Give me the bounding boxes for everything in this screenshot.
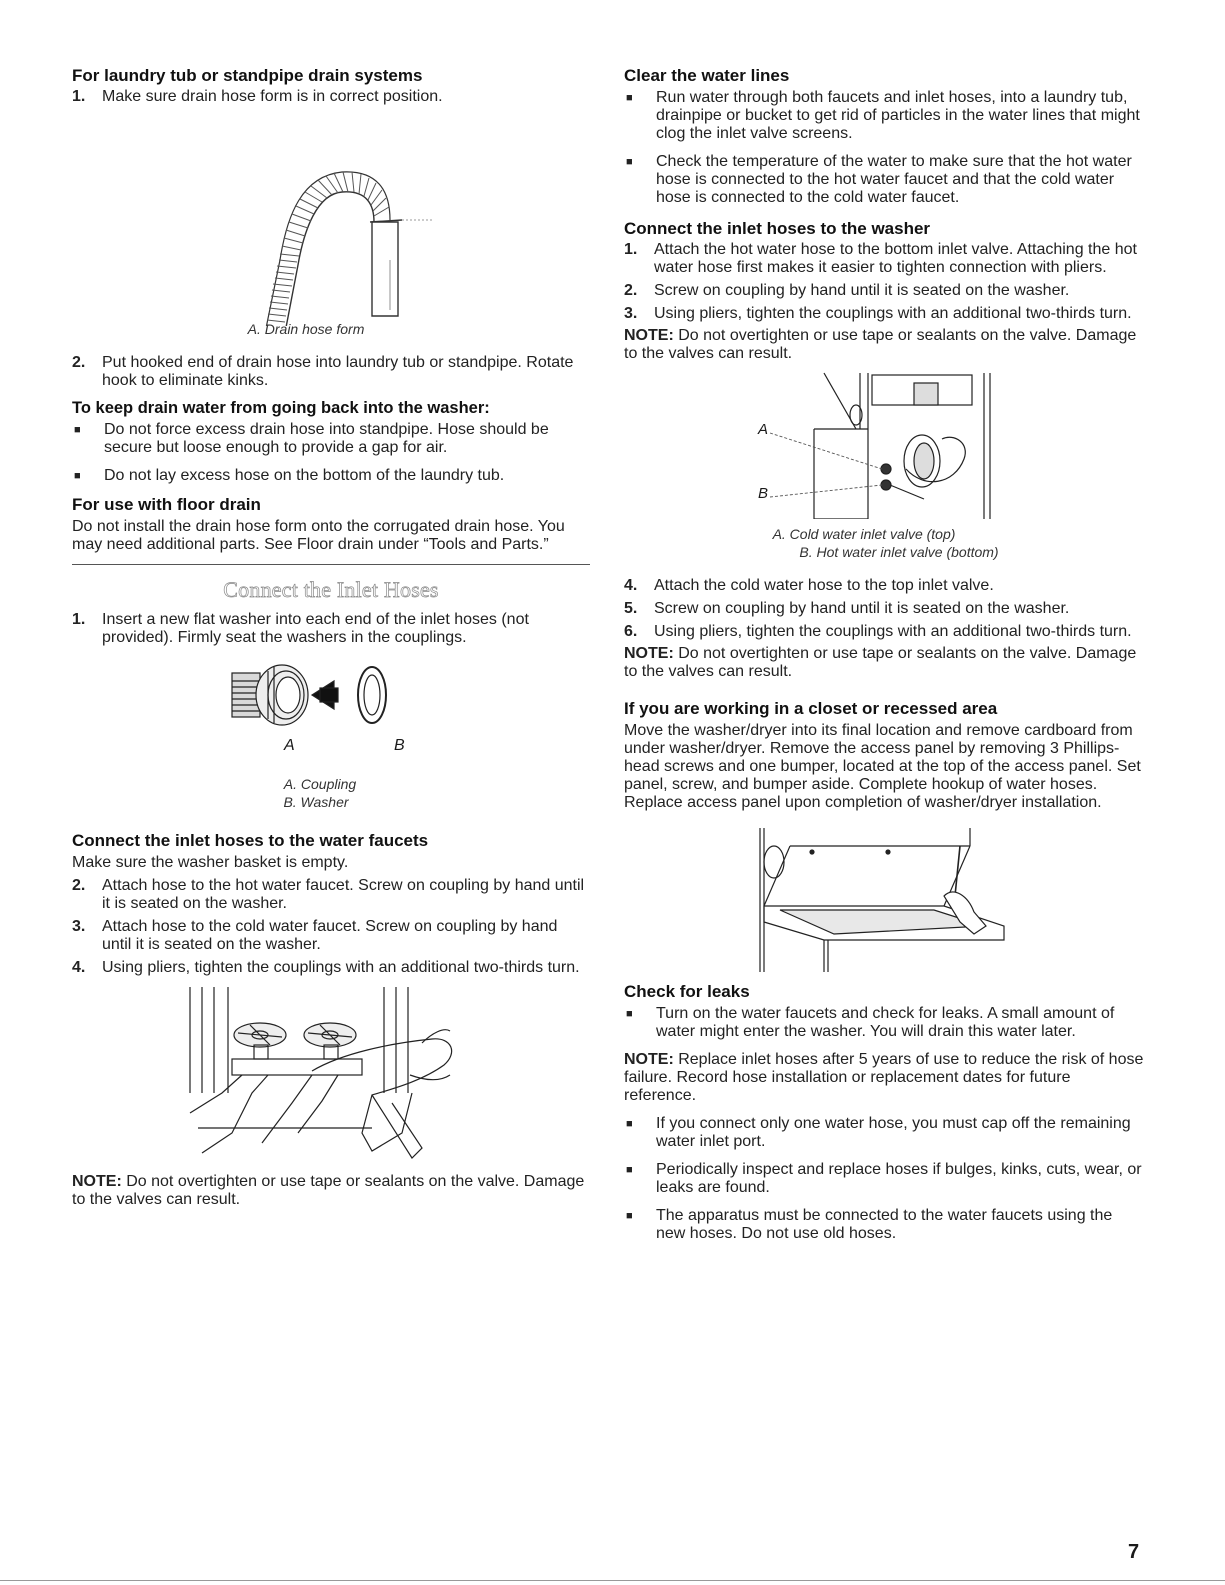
access-panel-illustration — [624, 826, 1144, 972]
bullet-icon: ■ — [626, 1118, 633, 1130]
inlet-valves-figure — [624, 369, 1144, 519]
label-a: A — [758, 421, 769, 438]
section-heading-check-leaks: Check for leaks — [624, 982, 750, 1001]
section-title-connect-inlet-hoses: Connect the Inlet Hoses — [223, 577, 439, 602]
bullet-icon: ■ — [74, 424, 81, 436]
section-heading-standpipe: For laundry tub or standpipe drain systems — [72, 66, 423, 85]
coupling-washer-illustration — [72, 657, 590, 737]
bullet-item: ■ Periodically inspect and replace hoses if bulges, kinks, cuts, wear, or leaks are found. — [626, 1161, 1142, 1196]
step-1: 1. Make sure drain hose form is in correct position. — [72, 88, 443, 105]
step-2: 2. Put hooked end of drain hose into laundry tub or standpipe. Rotate hook to eliminate kinks. — [72, 354, 574, 389]
label-b: B — [758, 485, 769, 502]
drain-hose-form-illustration — [72, 110, 590, 326]
bullet-icon: ■ — [626, 1164, 633, 1176]
section-heading-keep-drain-water: To keep drain water from going back into the washer: — [72, 399, 490, 417]
bullet-item: ■ Do not lay excess hose on the bottom of the laundry tub. — [74, 467, 505, 484]
inlet-valves-illustration — [624, 369, 1144, 519]
bullet-item: ■ If you connect only one water hose, you must cap off the remaining water inlet port. — [626, 1115, 1131, 1150]
figure-caption: B. Washer — [283, 794, 349, 810]
note-text: NOTE: Replace inlet hoses after 5 years of use to reduce the risk of hose failure. Record hose installation or replacement dates for future reference. — [624, 1051, 1144, 1104]
section-heading-closet: If you are working in a closet or recessed area — [624, 699, 998, 718]
step-2: 2. Screw on coupling by hand until it is seated on the washer. — [624, 282, 1070, 299]
floor-drain-text: Do not install the drain hose form onto the corrugated drain hose. You may need additional parts. See Floor drain under “Tools and Parts.” — [72, 518, 565, 553]
bullet-icon: ■ — [74, 470, 81, 482]
note-text: NOTE: Do not overtighten or use tape or sealants on the valve. Damage to the valves can result. — [624, 645, 1137, 680]
faucets-pliers-illustration — [72, 983, 590, 1169]
bullet-icon: ■ — [626, 156, 633, 168]
section-heading-clear-water-lines: Clear the water lines — [624, 66, 790, 85]
basket-empty-text: Make sure the washer basket is empty. — [72, 854, 349, 871]
left-column — [72, 66, 590, 1209]
section-heading-connect-to-faucets: Connect the inlet hoses to the water faucets — [72, 831, 429, 850]
bottom-border — [0, 1580, 1225, 1581]
figure-caption: A. Coupling — [283, 776, 357, 792]
section-heading-connect-to-washer: Connect the inlet hoses to the washer — [624, 219, 931, 238]
bullet-item: ■ Run water through both faucets and inlet hoses, into a laundry tub, drainpipe or bucket to get rid of particles in the water lines that might clog the inlet valve screens. — [626, 89, 1140, 142]
figure-caption: A. Drain hose form — [247, 321, 365, 337]
closet-text: Move the washer/dryer into its final location and remove cardboard from under washer/dryer. Remove the access panel by removing 3 Phillips-head screws and one bumper, located at the top of the access panel. Set panel, screw, and bumper aside. Complete hookup of water hoses. Replace access panel upon completion of washer/dryer installation. — [624, 722, 1141, 811]
step-6: 6. Using pliers, tighten the couplings with an additional two-thirds turn. — [624, 623, 1132, 640]
step-3: 3. Using pliers, tighten the couplings with an additional two-thirds turn. — [624, 305, 1132, 322]
step-4: 4. Attach the cold water hose to the top inlet valve. — [624, 577, 994, 594]
label-b: B — [394, 737, 405, 754]
bullet-icon: ■ — [626, 1008, 633, 1020]
bullet-item: ■ Do not force excess drain hose into standpipe. Hose should be secure but loose enough to provide a gap for air. — [74, 421, 549, 456]
bullet-item: ■ Turn on the water faucets and check for leaks. A small amount of water might enter the washer. You will drain this water later. — [626, 1005, 1115, 1040]
section-divider — [72, 564, 590, 565]
note-text: NOTE: Do not overtighten or use tape or sealants on the valve. Damage to the valves can result. — [624, 327, 1137, 362]
step-5: 5. Screw on coupling by hand until it is seated on the washer. — [624, 600, 1070, 617]
bullet-item: ■ Check the temperature of the water to make sure that the hot water hose is connected to the hot water faucet and that the cold water hose is connected to the cold water faucet. — [626, 153, 1132, 206]
bullet-icon: ■ — [626, 1210, 633, 1222]
step-1: 1. Insert a new flat washer into each end of the inlet hoses (not provided). Firmly seat the washers in the couplings. — [72, 611, 529, 646]
figure-labels — [72, 737, 590, 759]
step-1: 1. Attach the hot water hose to the bottom inlet valve. Attaching the hot water hose first makes it easier to tighten connection with pliers. — [624, 241, 1137, 276]
figure-caption: A. Cold water inlet valve (top) — [772, 526, 956, 542]
right-column — [624, 66, 1144, 1243]
bullet-icon: ■ — [626, 92, 633, 104]
step-2: 2. Attach hose to the hot water faucet. Screw on coupling by hand until it is seated on the washer. — [72, 877, 585, 912]
page-number: 7 — [1128, 1541, 1140, 1563]
figure-caption: B. Hot water inlet valve (bottom) — [799, 544, 999, 560]
bullet-item: ■ The apparatus must be connected to the water faucets using the new hoses. Do not use old hoses. — [626, 1207, 1113, 1242]
label-a: A — [284, 737, 295, 754]
step-3: 3. Attach hose to the cold water faucet. Screw on coupling by hand until it is seated on the washer. — [72, 918, 558, 953]
section-heading-floor-drain: For use with floor drain — [72, 495, 261, 514]
note-text: NOTE: Do not overtighten or use tape or sealants on the valve. Damage to the valves can result. — [72, 1173, 585, 1208]
step-4: 4. Using pliers, tighten the couplings with an additional two-thirds turn. — [72, 959, 580, 976]
